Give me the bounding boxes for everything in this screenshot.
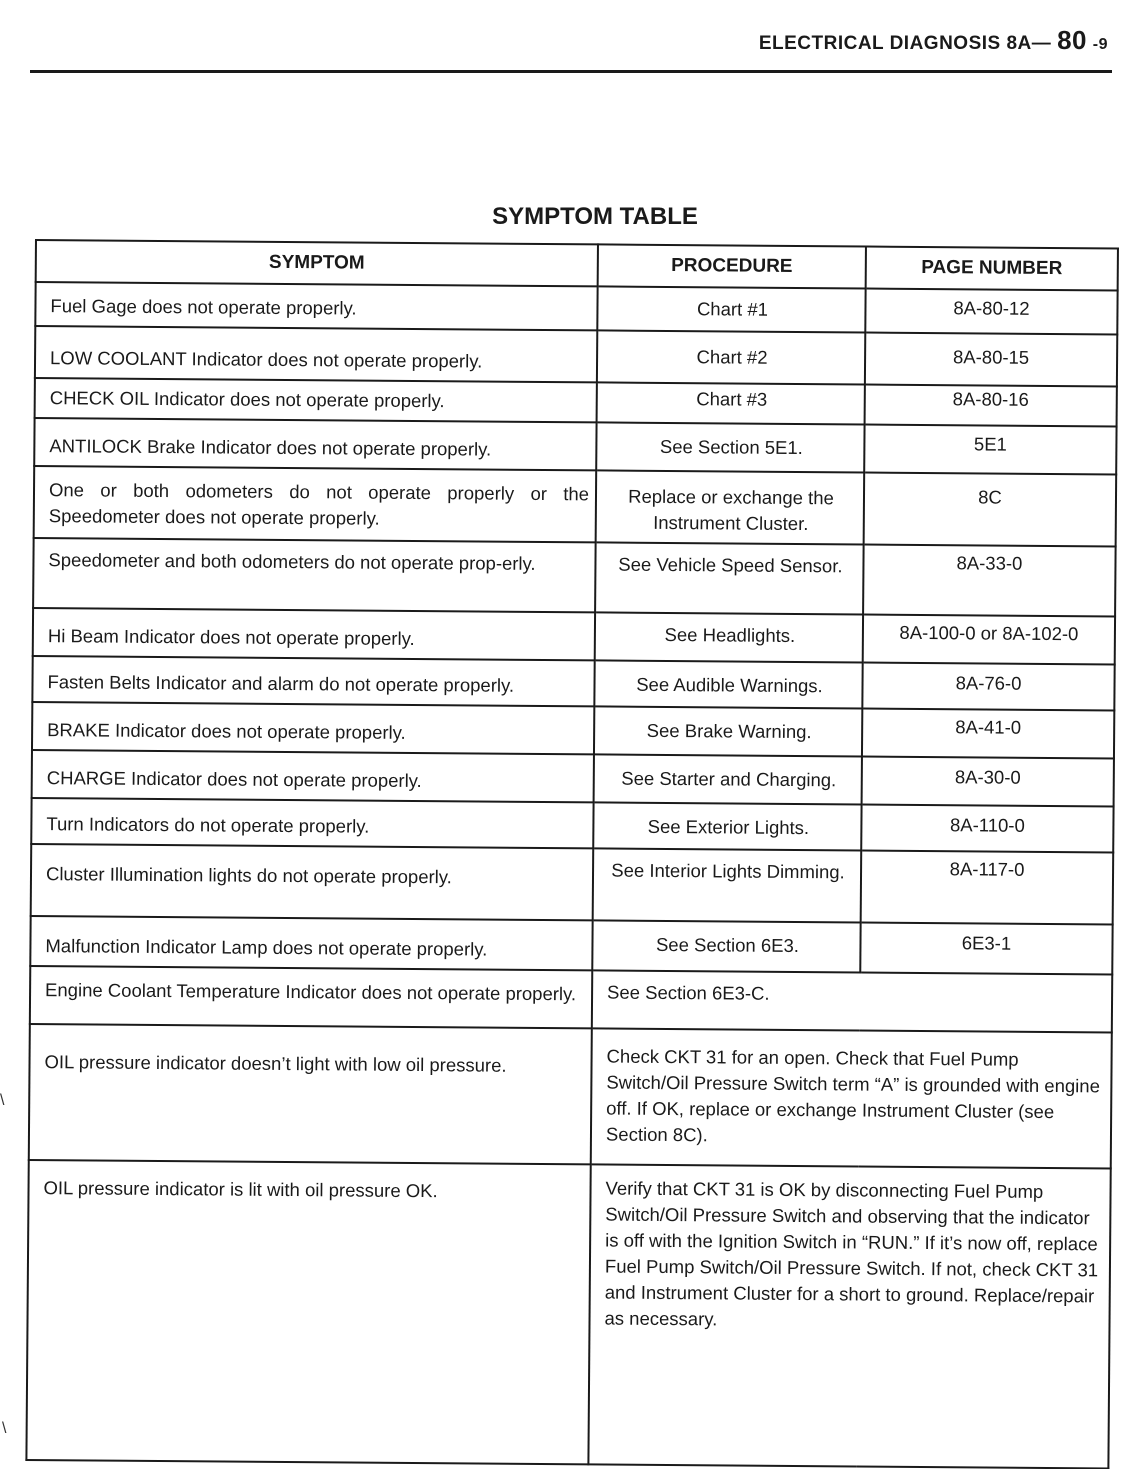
scan-mark: \ <box>2 1420 7 1437</box>
table-row <box>33 538 1116 616</box>
symptom-cell: One or both odometers do not operate properly or the Speedometer does not operate properly. <box>34 466 597 542</box>
symptom-cell: Cluster Illumination lights do not operate properly. <box>31 844 594 920</box>
page-cell: 8A-117-0 <box>861 851 1114 925</box>
table-row <box>32 750 1114 806</box>
procedure-cell: See Audible Warnings. <box>594 660 862 708</box>
procedure-cell: See Brake Warning. <box>594 706 862 756</box>
symptom-cell: CHARGE Indicator does not operate properly. <box>32 750 594 802</box>
table-row <box>33 608 1115 664</box>
symptom-cell: LOW COOLANT Indicator does not operate properly. <box>35 326 597 382</box>
column-header-procedure: PROCEDURE <box>598 244 866 288</box>
symptom-cell: Turn Indicators do not operate properly. <box>31 798 593 848</box>
page-cell: 8A-110-0 <box>861 805 1113 853</box>
symptom-cell: CHECK OIL Indicator does not operate properly. <box>35 378 597 422</box>
procedure-cell: See Vehicle Speed Sensor. <box>595 542 864 614</box>
scan-mark: \ <box>0 1092 5 1109</box>
page-number: 80 <box>1057 25 1087 55</box>
symptom-cell: BRAKE Indicator does not operate properly. <box>32 702 594 754</box>
table-row <box>29 1024 1112 1168</box>
procedure-cell: See Section 5E1. <box>596 422 864 472</box>
page-cell: 8A-100-0 or 8A-102-0 <box>863 615 1115 665</box>
page-cell: 8A-80-16 <box>865 385 1117 427</box>
section-title: ELECTRICAL DIAGNOSIS 8A— <box>758 33 1052 54</box>
symptom-cell: OIL pressure indicator doesn’t light with low oil pressure. <box>29 1024 592 1164</box>
page-cell: 8A-80-15 <box>865 333 1117 387</box>
column-header-page-number: PAGE NUMBER <box>866 247 1118 291</box>
procedure-cell: See Headlights. <box>595 612 863 662</box>
procedure-cell: Verify that CKT 31 is OK by disconnecting Fuel Pump Switch/Oil Pressure Switch and observing that the indicator is off with the Ignition Switch in “RUN.” If it’s now off, replace Fuel Pump Switch/Oil Pressure Switch. If not, check CKT 31 and Instrument Cluster for a short to ground. Replace/repair as necessary. <box>588 1164 1110 1468</box>
symptom-cell: Malfunction Indicator Lamp does not operate properly. <box>30 916 592 970</box>
procedure-cell: See Exterior Lights. <box>593 802 861 850</box>
page-suffix: -9 <box>1092 36 1108 53</box>
table-row <box>31 844 1114 924</box>
table-row <box>26 1160 1110 1468</box>
table-row <box>32 702 1114 758</box>
table-row <box>34 466 1117 546</box>
procedure-cell: Replace or exchange the Instrument Cluster. <box>596 470 865 544</box>
running-head <box>759 25 1108 56</box>
table-row <box>34 418 1116 474</box>
symptom-cell: Engine Coolant Temperature Indicator does not operate properly. <box>30 966 592 1028</box>
procedure-cell: Chart #2 <box>597 330 865 384</box>
page-cell: 8C <box>864 473 1117 547</box>
procedure-cell: See Section 6E3-C. <box>592 970 1112 1032</box>
symptom-cell: OIL pressure indicator is lit with oil pressure OK. <box>26 1160 590 1464</box>
procedure-cell: Chart #3 <box>597 382 865 424</box>
symptom-table <box>25 239 1119 1469</box>
table-row <box>35 326 1117 386</box>
page-cell: 6E3-1 <box>860 923 1112 975</box>
page-cell: 5E1 <box>864 425 1116 475</box>
symptom-cell: ANTILOCK Brake Indicator does not operate properly. <box>34 418 596 470</box>
symptom-cell: Fasten Belts Indicator and alarm do not operate properly. <box>32 656 594 706</box>
symptom-cell: Fuel Gage does not operate properly. <box>35 282 597 330</box>
symptom-cell: Speedometer and both odometers do not operate prop-erly. <box>33 538 596 612</box>
procedure-cell: See Interior Lights Dimming. <box>593 848 862 922</box>
procedure-cell: See Section 6E3. <box>592 920 860 972</box>
symptom-cell: Hi Beam Indicator does not operate properly. <box>33 608 595 660</box>
page-cell: 8A-30-0 <box>862 757 1114 807</box>
table-row <box>30 916 1112 974</box>
page-cell: 8A-33-0 <box>863 545 1116 617</box>
table-row <box>30 966 1112 1032</box>
procedure-cell: Check CKT 31 for an open. Check that Fuel Pump Switch/Oil Pressure Switch term “A” is grounded with engine off. If OK, replace or exchange Instrument Cluster (see Section 8C). <box>591 1028 1112 1168</box>
page-cell: 8A-41-0 <box>862 709 1114 759</box>
column-header-symptom: SYMPTOM <box>36 240 598 286</box>
table-title: SYMPTOM TABLE <box>492 203 698 230</box>
page-header <box>30 18 1112 73</box>
procedure-cell: Chart #1 <box>597 286 865 332</box>
procedure-cell: See Starter and Charging. <box>594 754 862 804</box>
page-cell: 8A-80-12 <box>865 289 1117 335</box>
page-cell: 8A-76-0 <box>862 663 1114 711</box>
